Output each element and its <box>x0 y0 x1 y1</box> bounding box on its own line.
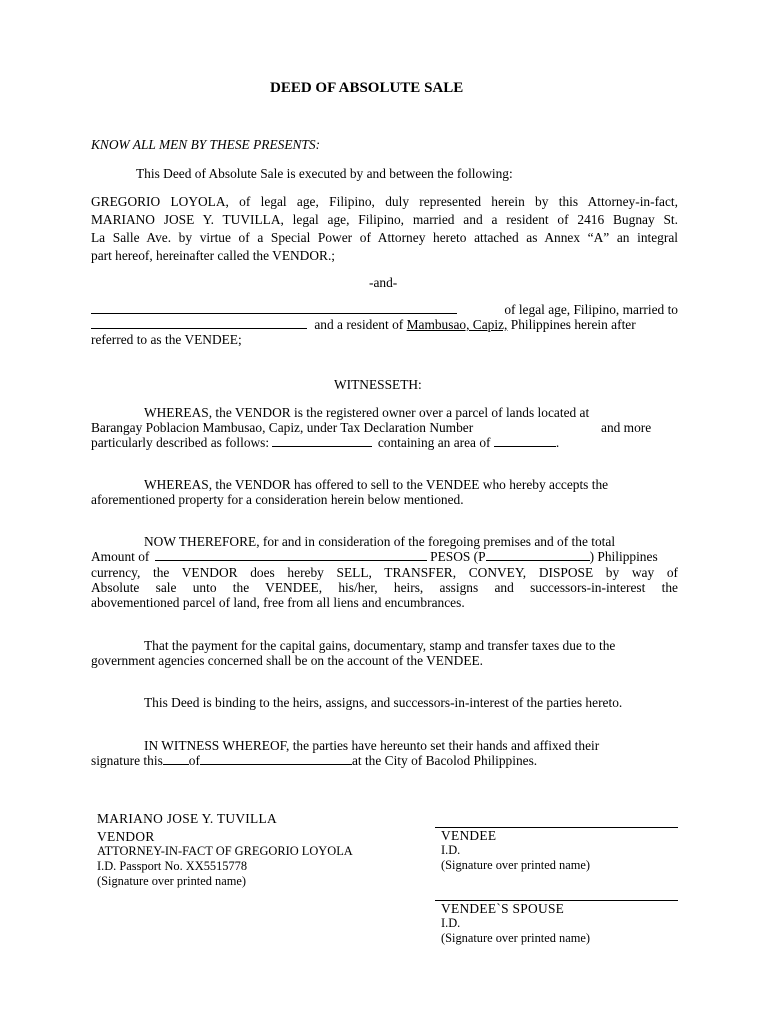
now-therefore-rest <box>91 565 678 610</box>
vendee-spouse-blank[interactable] <box>91 318 307 329</box>
whereas1-line-3c: . <box>555 435 560 450</box>
vendee-line-2-end: Philippines herein after <box>510 317 636 332</box>
spouse-id: I.D. <box>441 916 461 930</box>
whereas1-line-3a: particularly described as follows: <box>91 435 270 450</box>
vendee-signature-block <box>441 828 590 873</box>
vendor-line-1: GREGORIO LOYOLA, of legal age, Filipino, duly represented herein by this Attorney-in-fact, <box>91 194 678 209</box>
spouse-sig-note: (Signature over printed name) <box>441 931 590 945</box>
whereas2-line-2: aforementioned property for a consideration herein below mentioned. <box>91 492 464 507</box>
vendor-id: I.D. Passport No. XX5515778 <box>97 859 248 873</box>
vendee-line-3: referred to as the VENDEE; <box>91 332 242 347</box>
now-therefore-line-1: NOW THEREFORE, for and in consideration of the foregoing premises and of the total <box>144 534 616 549</box>
now-therefore-line-3: currency, the VENDOR does hereby SELL, TRANSFER, CONVEY, DISPOSE by way of <box>91 565 678 580</box>
vendor-printed-name: MARIANO JOSE Y. TUVILLA <box>97 811 277 826</box>
area-blank[interactable] <box>494 436 556 447</box>
vendor-signature-block <box>97 811 353 889</box>
month-year-blank[interactable] <box>200 754 352 765</box>
place-text: Mambusao, Capiz, <box>406 317 508 332</box>
resident-text: and a resident of <box>314 317 404 332</box>
intro-line: KNOW ALL MEN BY THESE PRESENTS: <box>91 137 321 152</box>
witness-whereof-line-2 <box>91 753 537 769</box>
pesos-label: PESOS (P <box>430 549 486 564</box>
vendee-line-1 <box>91 302 678 318</box>
and-separator: -and- <box>369 275 398 290</box>
day-blank[interactable] <box>163 754 189 765</box>
vendor-line-2: MARIANO JOSE Y. TUVILLA, legal age, Filipino, married and a resident of 2416 Bugnay St. <box>91 212 678 227</box>
witnesseth-heading: WITNESSETH: <box>334 377 422 392</box>
city-label: at the City of Bacolod Philippines. <box>351 753 538 768</box>
now-therefore-line-2 <box>91 549 678 565</box>
vendee-role: VENDEE <box>441 828 497 843</box>
payment-line-1: That the payment for the capital gains, documentary, stamp and transfer taxes due to the <box>144 638 616 653</box>
spouse-signature-block <box>441 901 590 946</box>
amount-figure-blank[interactable] <box>486 550 590 561</box>
vendor-paragraph <box>91 194 678 263</box>
spouse-role: VENDEE`S SPOUSE <box>441 901 565 916</box>
vendor-role: VENDOR <box>97 829 155 844</box>
amount-words-blank[interactable] <box>155 550 427 561</box>
whereas1-line-2b: and more <box>601 420 652 435</box>
witness-whereof-line-1: IN WITNESS WHEREOF, the parties have hereunto set their hands and affixed their <box>144 738 600 753</box>
vendee-line-1-text: of legal age, Filipino, married to <box>504 302 678 317</box>
amount-label: Amount of <box>91 549 150 564</box>
whereas1-line-1: WHEREAS, the VENDOR is the registered owner over a parcel of lands located at <box>144 405 590 420</box>
now-therefore-line-5: abovementioned parcel of land, free from all liens and encumbrances. <box>91 595 465 610</box>
vendee-id: I.D. <box>441 843 461 857</box>
philippines-label: ) Philippines <box>589 549 658 564</box>
vendor-aif: ATTORNEY-IN-FACT OF GREGORIO LOYOLA <box>97 844 353 858</box>
whereas1-line-2 <box>91 420 678 436</box>
document-title: DEED OF ABSOLUTE SALE <box>270 80 464 96</box>
now-therefore-line-4: Absolute sale unto the VENDEE, his/her, heirs, assigns and successors-in-interest the <box>91 580 678 595</box>
vendee-line-2 <box>91 317 678 333</box>
tax-declaration-blank[interactable] <box>272 436 372 447</box>
whereas1-line-2a: Barangay Poblacion Mambusao, Capiz, under Tax Declaration Number <box>91 420 474 435</box>
whereas1-line-3 <box>91 435 559 451</box>
vendor-line-3: La Salle Ave. by virtue of a Special Power of Attorney hereto attached as Annex “A” an integral <box>91 230 678 245</box>
vendor-sig-note: (Signature over printed name) <box>97 874 246 888</box>
of-label: of <box>188 753 200 768</box>
signature-this-label: signature this <box>91 753 163 768</box>
vendee-name-blank[interactable] <box>91 303 457 314</box>
payment-line-2: government agencies concerned shall be on the account of the VENDEE. <box>91 653 484 668</box>
binding-line: This Deed is binding to the heirs, assigns, and successors-in-interest of the parties hereto. <box>144 695 623 710</box>
executed-line: This Deed of Absolute Sale is executed by and between the following: <box>136 166 513 181</box>
vendor-line-4: part hereof, hereinafter called the VENDOR.; <box>91 248 336 263</box>
whereas2-line-1: WHEREAS, the VENDOR has offered to sell to the VENDEE who hereby accepts the <box>144 477 609 492</box>
vendee-sig-note: (Signature over printed name) <box>441 858 590 872</box>
whereas1-line-3b: containing an area of <box>377 435 491 450</box>
